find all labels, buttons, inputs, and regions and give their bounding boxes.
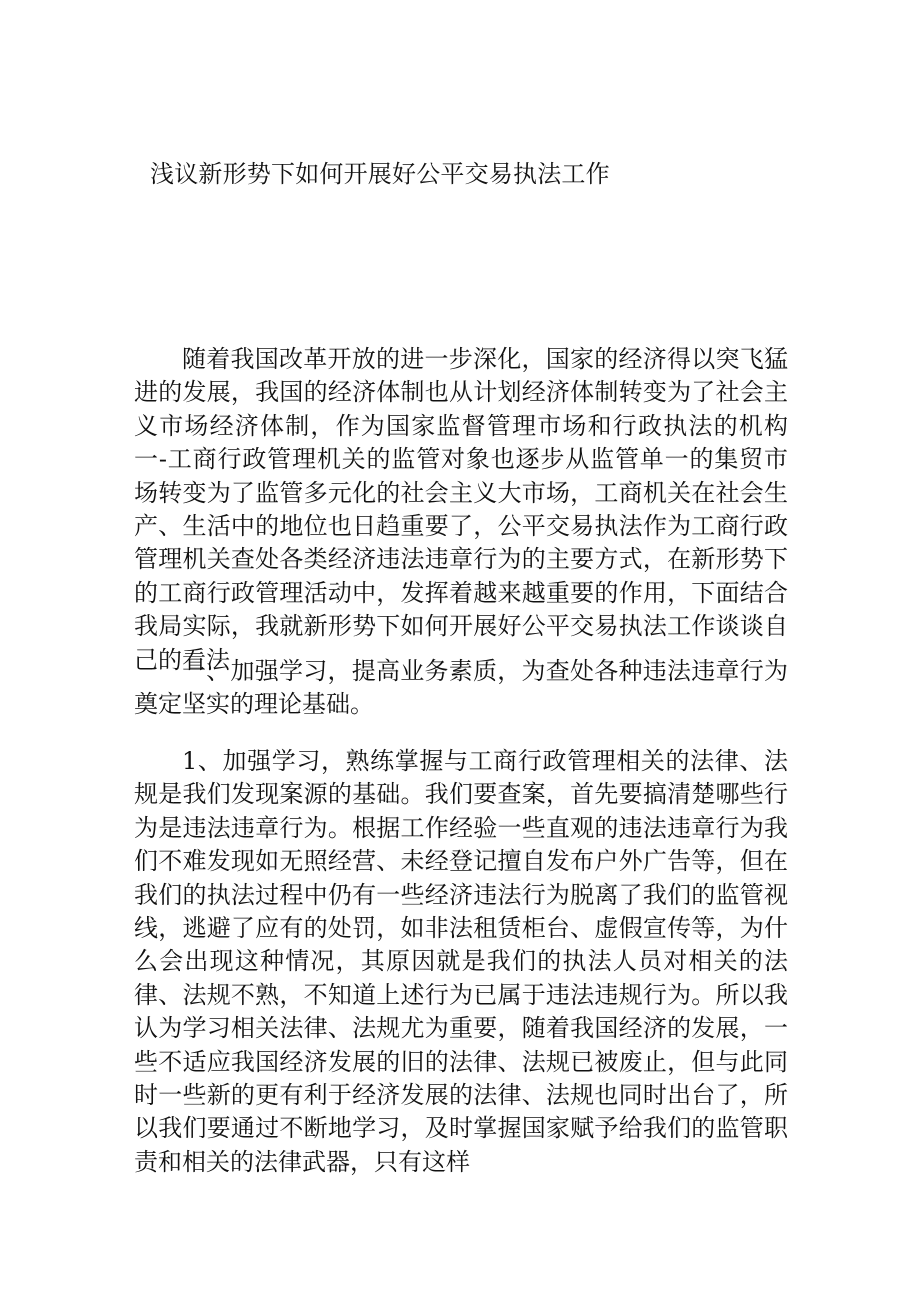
paragraph-section-heading: 一、加强学习，提高业务素质，为查处各种违法违章行为奠定坚实的理论基础。: [134, 657, 788, 719]
paragraph-point-1: 1、加强学习，熟练掌握与工商行政管理相关的法律、法规是我们发现案源的基础。我们要查案，首先要搞清楚哪些行为是违法违章行为。根据工作经验一些直观的违法违章行为我们不难发现如无照经营、未经登记擅自发布户外广告等，但在我们的执法过程中仍有一些经济违法行为脱离了我们的监管视线，逃避了应有的处罚，如非法租赁柜台、虚假宣传等，为什么会出现这种情况，其原因就是我们的执法人员对相关的法律、法规不熟，不知道上述行为已属于违法违规行为。所以我认为学习相关法律、法规尤为重要，随着我国经济的发展，一些不适应我国经济发展的旧的法律、法规已被废止，但与此同时一些新的更有利于经济发展的法律、法规也同时出台了，所以我们要通过不断地学习，及时掌握国家赋予给我们的监管职责和相关的法律武器，只有这样: [134, 747, 788, 1176]
paragraph-intro: 随着我国改革开放的进一步深化，国家的经济得以突飞猛进的发展，我国的经济体制也从计划经济体制转变为了社会主义市场经济体制，作为国家监督管理市场和行政执法的机构一-工商行政管理机关的监管对象也逐步从监管单一的集贸市场转变为了监管多元化的社会主义大市场，工商机关在社会生产、生活中的地位也日趋重要了，公平交易执法作为工商行政管理机关查处各类经济违法违章行为的主要方式，在新形势下的工商行政管理活动中，发挥着越来越重要的作用，下面结合我局实际，我就新形势下如何开展好公平交易执法工作谈谈自己的看法: [134, 345, 788, 674]
document-title: 浅议新形势下如何开展好公平交易执法工作: [150, 160, 610, 188]
